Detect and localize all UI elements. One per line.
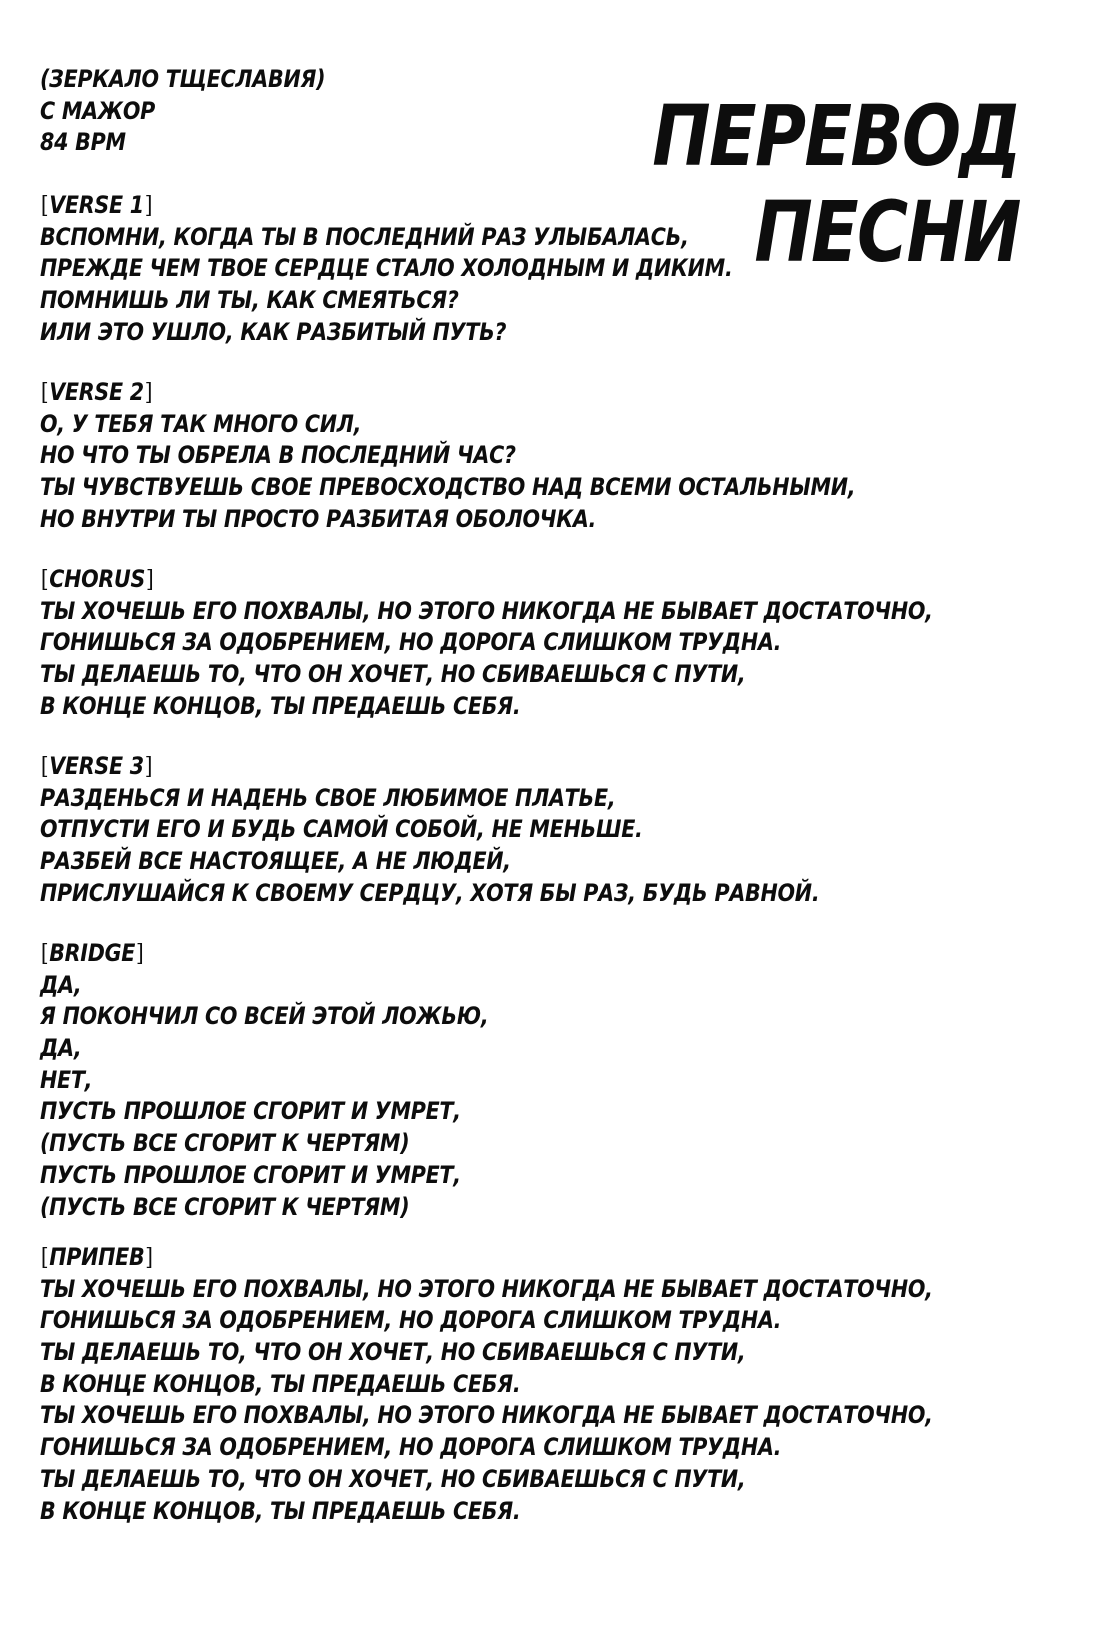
section-chorus xyxy=(40,564,940,722)
section-tag: [ПРИПЕВ] xyxy=(40,1243,153,1271)
lyric-line: (ПУСТЬ ВСЕ СГОРИТ К ЧЕРТЯМ) xyxy=(40,1129,410,1158)
section-pripev xyxy=(40,1242,940,1527)
lyric-line: ТЫ ДЕЛАЕШЬ ТО, ЧТО ОН ХОЧЕТ, НО СБИВАЕШЬСЯ С ПУТИ, xyxy=(40,660,746,689)
lyric-line: ПУСТЬ ПРОШЛОЕ СГОРИТ И УМРЕТ, xyxy=(40,1097,461,1126)
lyric-line: ГОНИШЬСЯ ЗА ОДОБРЕНИЕМ, НО ДОРОГА СЛИШКОМ ТРУДНА. xyxy=(40,1433,782,1462)
section-verse-1 xyxy=(40,190,940,348)
section-tag: [VERSE 1] xyxy=(40,191,153,219)
lyric-line: ТЫ ДЕЛАЕШЬ ТО, ЧТО ОН ХОЧЕТ, НО СБИВАЕШЬСЯ С ПУТИ, xyxy=(40,1338,746,1367)
lyric-line: РАЗБЕЙ ВСЕ НАСТОЯЩЕЕ, А НЕ ЛЮДЕЙ, xyxy=(40,847,511,876)
section-tag: [VERSE 2] xyxy=(40,378,153,406)
lyric-line: ТЫ ДЕЛАЕШЬ ТО, ЧТО ОН ХОЧЕТ, НО СБИВАЕШЬСЯ С ПУТИ, xyxy=(40,1464,746,1493)
section-tag: [BRIDGE] xyxy=(40,939,144,967)
song-info xyxy=(40,64,640,159)
lyric-line: ВСПОМНИ, КОГДА ТЫ В ПОСЛЕДНИЙ РАЗ УЛЫБАЛАСЬ, xyxy=(40,222,689,251)
lyric-line: Я ПОКОНЧИЛ СО ВСЕЙ ЭТОЙ ЛОЖЬЮ, xyxy=(40,1002,489,1031)
section-bridge xyxy=(40,938,940,1223)
lyric-line: ГОНИШЬСЯ ЗА ОДОБРЕНИЕМ, НО ДОРОГА СЛИШКОМ ТРУДНА. xyxy=(40,1306,782,1335)
lyric-line: ТЫ ХОЧЕШЬ ЕГО ПОХВАЛЫ, НО ЭТОГО НИКОГДА НЕ БЫВАЕТ ДОСТАТОЧНО, xyxy=(40,1401,933,1430)
lyric-line: ПРИСЛУШАЙСЯ К СВОЕМУ СЕРДЦУ, ХОТЯ БЫ РАЗ, БУДЬ РАВНОЙ. xyxy=(40,878,820,907)
page-title-line-2: ПЕСНИ xyxy=(754,183,1020,281)
section-verse-3 xyxy=(40,751,940,909)
lyric-line: ДА, xyxy=(40,970,82,999)
lyric-line: ПОМНИШЬ ЛИ ТЫ, КАК СМЕЯТЬСЯ? xyxy=(40,286,459,315)
lyric-line: НО ЧТО ТЫ ОБРЕЛА В ПОСЛЕДНИЙ ЧАС? xyxy=(40,441,516,470)
lyric-line: ДА, xyxy=(40,1034,82,1063)
lyric-line: ГОНИШЬСЯ ЗА ОДОБРЕНИЕМ, НО ДОРОГА СЛИШКОМ ТРУДНА. xyxy=(40,628,782,657)
lyric-line: В КОНЦЕ КОНЦОВ, ТЫ ПРЕДАЕШЬ СЕБЯ. xyxy=(40,1369,521,1398)
section-tag: [VERSE 3] xyxy=(40,752,153,780)
section-tag: [CHORUS] xyxy=(40,565,154,593)
lyric-line: ТЫ ЧУВСТВУЕШЬ СВОЕ ПРЕВОСХОДСТВО НАД ВСЕМИ ОСТАЛЬНЫМИ, xyxy=(40,473,856,502)
song-subtitle: (ЗЕРКАЛО ТЩЕСЛАВИЯ) xyxy=(40,65,326,93)
song-tempo: 84 BPM xyxy=(40,128,126,157)
lyric-line: НО ВНУТРИ ТЫ ПРОСТО РАЗБИТАЯ ОБОЛОЧКА. xyxy=(40,504,597,533)
section-verse-2 xyxy=(40,377,940,535)
page-title-line-1: ПЕРЕВОД xyxy=(652,87,1020,185)
lyric-line: О, У ТЕБЯ ТАК МНОГО СИЛ, xyxy=(40,409,362,438)
lyric-line: В КОНЦЕ КОНЦОВ, ТЫ ПРЕДАЕШЬ СЕБЯ. xyxy=(40,691,521,720)
lyric-line: ТЫ ХОЧЕШЬ ЕГО ПОХВАЛЫ, НО ЭТОГО НИКОГДА НЕ БЫВАЕТ ДОСТАТОЧНО, xyxy=(40,596,933,625)
lyric-line: ПУСТЬ ПРОШЛОЕ СГОРИТ И УМРЕТ, xyxy=(40,1160,461,1189)
lyric-line: ИЛИ ЭТО УШЛО, КАК РАЗБИТЫЙ ПУТЬ? xyxy=(40,317,507,346)
lyric-line: (ПУСТЬ ВСЕ СГОРИТ К ЧЕРТЯМ) xyxy=(40,1192,410,1221)
lyric-line: РАЗДЕНЬСЯ И НАДЕНЬ СВОЕ ЛЮБИМОЕ ПЛАТЬЕ, xyxy=(40,783,616,812)
lyric-line: ПРЕЖДЕ ЧЕМ ТВОЕ СЕРДЦЕ СТАЛО ХОЛОДНЫМ И ДИКИМ. xyxy=(40,254,733,283)
lyric-line: НЕТ, xyxy=(40,1065,93,1094)
song-key: C МАЖОР xyxy=(40,96,155,125)
lyric-line: ОТПУСТИ ЕГО И БУДЬ САМОЙ СОБОЙ, НЕ МЕНЬШЕ. xyxy=(40,815,643,844)
lyric-line: ТЫ ХОЧЕШЬ ЕГО ПОХВАЛЫ, НО ЭТОГО НИКОГДА НЕ БЫВАЕТ ДОСТАТОЧНО, xyxy=(40,1274,933,1303)
lyric-line: В КОНЦЕ КОНЦОВ, ТЫ ПРЕДАЕШЬ СЕБЯ. xyxy=(40,1496,521,1525)
